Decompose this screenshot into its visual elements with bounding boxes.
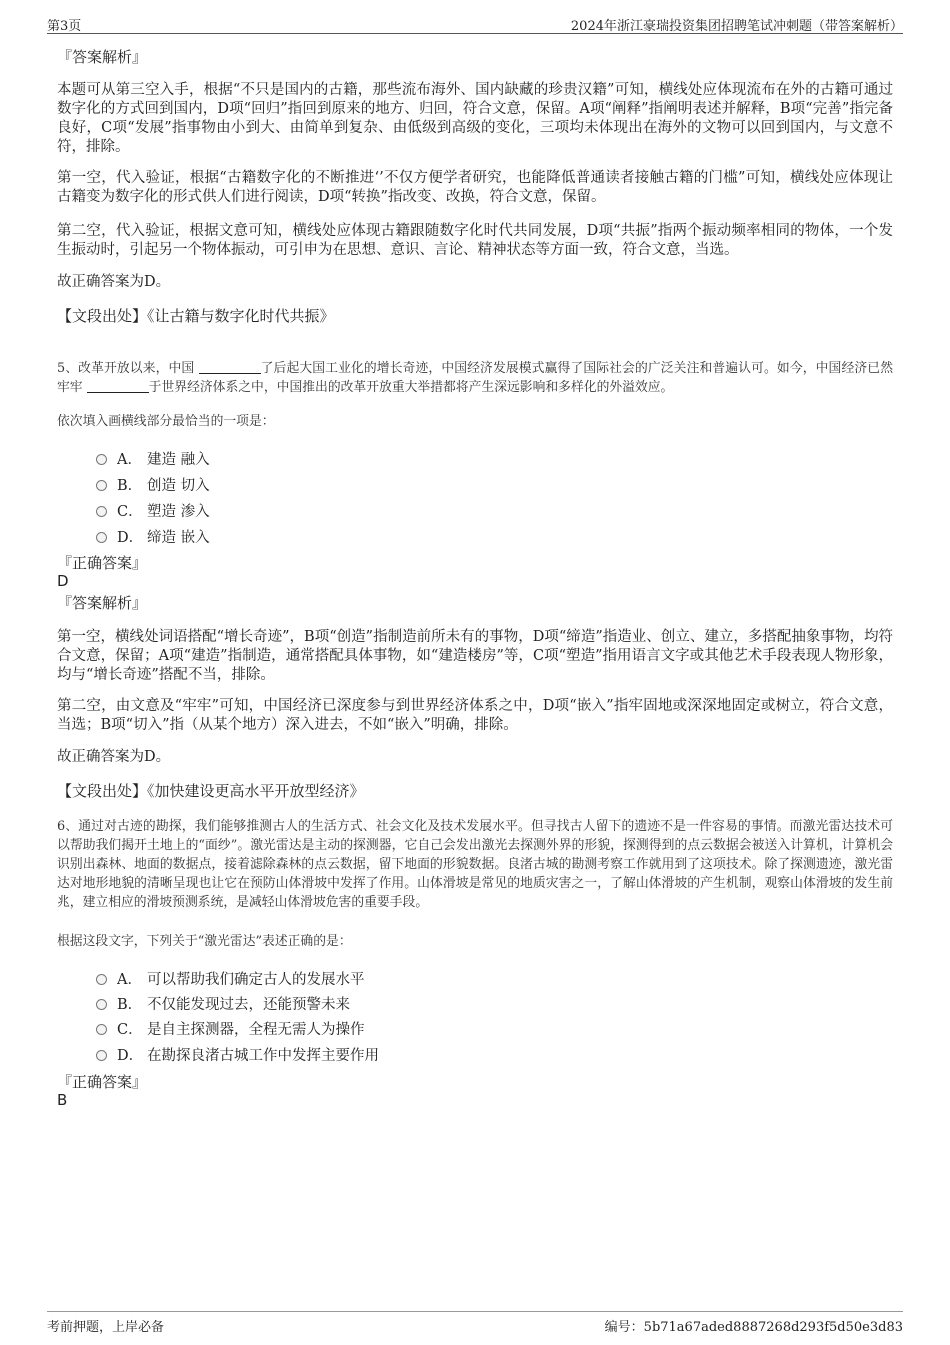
analysis-paragraph: 第二空，代入验证，根据文意可知，横线处应体现古籍跟随数字化时代共同发展，D项“共振”指两个振动频率相同的物体，一个发生振动时，引起另一个物体振动，可引申为在思想、意识、言论、精神状态等方面一致，符合文意，当选。 [57,223,893,258]
analysis-paragraph: 第一空，横线处词语搭配“增长奇迹”，B项“创造”指制造前所未有的事物，D项“缔造”指造业、创立、建立，多搭配抽象事物，均符合文意，保留；A项“建造”指制造，通常搭配具体事物，如“建造楼房”等，C项“塑造”指用语言文字或其他艺术手段表现人物形象，均与“增长奇迹”搭配不当，排除。 [57,629,893,683]
answer-label: 『正确答案』 [57,1073,148,1091]
option-d[interactable]: D． 在勘探良渚古城工作中发挥主要作用 [96,1044,379,1064]
option-a[interactable]: A． 建造 融入 [96,448,210,468]
document-title: 2024年浙江豪瑞投资集团招聘笔试冲刺题（带答案解析） [570,19,903,34]
question-5-stem: 5、改革开放以来，中国 了后起大国工业化的增长奇迹，中国经济发展模式赢得了国际社会的广泛关注和普遍认可。如今，中国经济已然牢牢 于世界经济体系之中，中国推出的改革开放重大举措都将产生深远影响和多样化的外溢效应。 [57,361,893,395]
option-c[interactable]: C． 塑造 渗入 [96,500,210,520]
fill-blank [199,361,261,374]
answer-label: 『正确答案』 [57,554,148,572]
source-citation: 【文段出处】《加快建设更高水平开放型经济》 [57,782,365,800]
conclusion: 故正确答案为D。 [57,274,171,290]
correct-answer: D [57,572,69,590]
analysis-paragraph: 第一空，代入验证，根据“古籍数字化的不断推进‘’不仅方便学者研究，也能降低普通读者接触古籍的门槛”可知，横线处应体现让古籍变为数字化的形式供人们进行阅读，D项“转换”指改变、改换，符合文意，保留。 [57,170,893,205]
option-d[interactable]: D． 缔造 嵌入 [96,526,210,546]
radio-icon[interactable] [96,454,107,465]
option-b[interactable]: B． 创造 切入 [96,474,210,494]
question-6-prompt: 根据这段文字，下列关于“激光雷达”表述正确的是： [57,934,352,949]
correct-answer: B [57,1091,68,1109]
radio-icon[interactable] [96,974,107,985]
radio-icon[interactable] [96,532,107,543]
radio-icon[interactable] [96,1050,107,1061]
conclusion: 故正确答案为D。 [57,749,171,765]
radio-icon[interactable] [96,1024,107,1035]
fill-blank [87,380,149,393]
question-5-prompt: 依次填入画横线部分最恰当的一项是： [57,414,275,429]
option-c[interactable]: C． 是自主探测器，全程无需人为操作 [96,1018,365,1038]
page-footer [47,1311,903,1334]
option-a[interactable]: A． 可以帮助我们确定古人的发展水平 [96,968,365,988]
page-number: 第3页 [47,19,82,34]
radio-icon[interactable] [96,480,107,491]
analysis-paragraph: 第二空，由文意及“牢牢”可知，中国经济已深度参与到世界经济体系之中，D项“嵌入”指牢固地或深深地固定或树立，符合文意，当选；B项“切入”指（从某个地方）深入进去，不如“嵌入”明确，排除。 [57,698,893,733]
footer-slogan: 考前押题，上岸必备 [47,1320,165,1335]
analysis-paragraph: 本题可从第三空入手，根据“不只是国内的古籍，那些流布海外、国内缺藏的珍贵汉籍”可知，横线处应体现流布在外的古籍可通过数字化的方式回到国内，D项“回归”指回到原来的地方、归回，符合文意，保留。A项“阐释”指阐明表述并解释，B项“完善”指完备良好，C项“发展”指事物由小到大、由简单到复杂、由低级到高级的变化，三项均未体现出在海外的文物可以回到国内，与文意不符，排除。 [57,82,893,155]
analysis-label: 『答案解析』 [57,594,148,612]
option-b[interactable]: B． 不仅能发现过去，还能预警未来 [96,993,350,1013]
question-6-stem: 6、通过对古迹的勘探，我们能够推测古人的生活方式、社会文化及技术发展水平。但寻找古人留下的遗迹不是一件容易的事情。而激光雷达技术可以帮助我们揭开土地上的“面纱”。激光雷达是主动的探测器，它自己会发出激光去探测外界的形貌，探测得到的点云数据会被送入计算机，计算机会识别出森林、地面的数据点，接着滤除森林的点云数据，留下地面的形貌数据。良渚古城的勘测考察工作就用到了这项技术。除了探测遗迹，激光雷达对地形地貌的清晰呈现也让它在预防山体滑坡中发挥了作用。山体滑坡是常见的地质灾害之一，了解山体滑坡的产生机制，观察山体滑坡的发生前兆，建立相应的滑坡预测系统，是减轻山体滑坡危害的重要手段。 [57,819,893,910]
radio-icon[interactable] [96,999,107,1010]
source-citation: 【文段出处】《让古籍与数字化时代共振》 [57,307,335,325]
document-id: 编号：5b71a67aded8887268d293f5d50e3d83 [604,1320,903,1335]
radio-icon[interactable] [96,506,107,517]
analysis-label: 『答案解析』 [57,48,148,66]
page-header [47,13,903,34]
